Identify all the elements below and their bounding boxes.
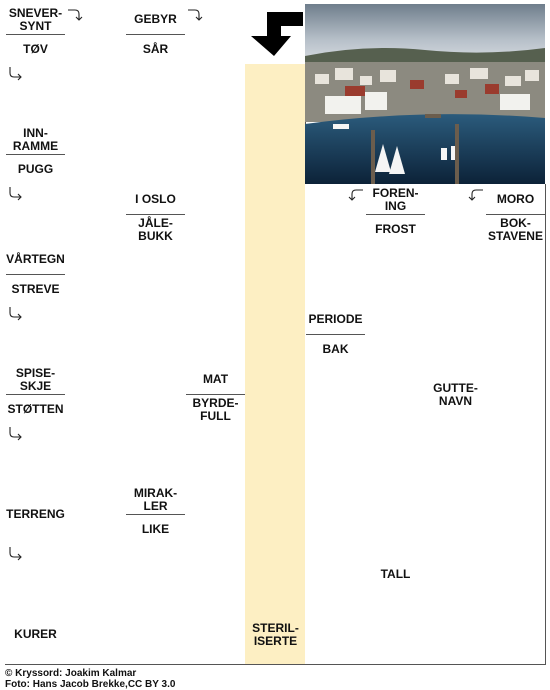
clue-text: FOREN- ING <box>372 185 419 213</box>
grid-cell[interactable] <box>125 124 186 185</box>
grid-cell[interactable] <box>185 64 246 125</box>
grid-cell[interactable] <box>185 304 246 365</box>
clue-text: SPISE- SKJE <box>15 365 56 393</box>
crossword-credit: © Kryssord: Joakim Kalmar <box>5 668 137 679</box>
grid-cell[interactable] <box>185 424 246 485</box>
down-right-arrow-icon <box>7 66 23 82</box>
grid-cell[interactable] <box>125 304 186 365</box>
grid-cell[interactable] <box>485 364 546 425</box>
grid-cell[interactable] <box>65 364 126 425</box>
down-right-arrow-icon <box>7 306 23 322</box>
grid-cell[interactable] <box>245 124 306 185</box>
grid-cell[interactable] <box>425 424 486 485</box>
grid-cell[interactable] <box>65 424 126 485</box>
grid-cell[interactable] <box>245 364 306 425</box>
grid-cell[interactable] <box>65 124 126 185</box>
grid-cell[interactable] <box>185 544 246 605</box>
clue-text: STERIL- ISERTE <box>252 620 299 648</box>
grid-cell[interactable] <box>485 484 546 545</box>
grid-cell[interactable] <box>485 604 546 665</box>
grid-cell[interactable] <box>485 304 546 365</box>
grid-cell[interactable] <box>365 304 426 365</box>
grid-cell[interactable] <box>125 64 186 125</box>
clue-text: GEBYR <box>134 12 177 26</box>
down-right-arrow-icon <box>7 426 23 442</box>
grid-cell[interactable] <box>425 544 486 605</box>
clue-text: BOK- STAVENE <box>486 214 545 244</box>
clue-text: TØV <box>6 34 65 64</box>
grid-cell[interactable] <box>245 484 306 545</box>
grid-cell[interactable] <box>185 604 246 665</box>
grid-cell[interactable] <box>485 544 546 605</box>
grid-cell[interactable] <box>185 484 246 545</box>
grid-cell[interactable] <box>125 544 186 605</box>
clue-text: STØTTEN <box>6 394 65 424</box>
grid-cell[interactable] <box>485 244 546 305</box>
grid-cell[interactable] <box>365 244 426 305</box>
grid-cell[interactable] <box>245 424 306 485</box>
grid-cell[interactable] <box>185 184 246 245</box>
grid-cell[interactable] <box>125 604 186 665</box>
grid-cell[interactable] <box>185 244 246 305</box>
clue-text: MORO <box>496 192 535 206</box>
clue-text: MAT <box>202 372 229 386</box>
clue-text: GUTTE- NAVN <box>433 380 478 408</box>
right-down-arrow-icon <box>187 6 203 22</box>
clue-text: LIKE <box>126 514 185 544</box>
grid-cell[interactable] <box>305 604 366 665</box>
grid-cell[interactable] <box>185 124 246 185</box>
left-down-arrow-icon <box>468 186 484 202</box>
grid-cell[interactable] <box>65 64 126 125</box>
clue-text: INN- RAMME <box>12 125 59 153</box>
grid-cell[interactable] <box>65 484 126 545</box>
clue-text: MIRAK- LER <box>133 485 178 513</box>
clue-text: SÅR <box>126 34 185 64</box>
grid-cell[interactable] <box>485 424 546 485</box>
clue-text: TERRENG <box>6 507 65 521</box>
left-down-arrow-icon <box>348 186 364 202</box>
down-right-arrow-icon <box>7 186 23 202</box>
grid-cell[interactable] <box>125 424 186 485</box>
grid-cell[interactable] <box>365 604 426 665</box>
right-down-arrow-icon <box>67 6 83 22</box>
grid-cell[interactable] <box>305 424 366 485</box>
clue-text: I OSLO <box>135 192 176 206</box>
grid-cell[interactable] <box>365 484 426 545</box>
clue-text: TALL <box>380 567 411 581</box>
clue-text: SNEVER- SYNT <box>8 5 63 33</box>
clue-text: VÅRTEGN <box>6 252 65 266</box>
big-down-left-arrow-icon <box>245 4 305 64</box>
grid-cell[interactable] <box>425 484 486 545</box>
grid-cell[interactable] <box>305 484 366 545</box>
grid-cell[interactable] <box>425 244 486 305</box>
grid-cell[interactable] <box>305 244 366 305</box>
grid-cell[interactable] <box>65 244 126 305</box>
grid-cell[interactable] <box>365 424 426 485</box>
grid-cell[interactable] <box>425 304 486 365</box>
grid-cell[interactable] <box>245 244 306 305</box>
grid-cell[interactable] <box>365 364 426 425</box>
clue-text: PUGG <box>6 154 65 184</box>
grid-cell[interactable] <box>245 304 306 365</box>
down-right-arrow-icon <box>7 546 23 562</box>
clue-text: BYRDE- FULL <box>186 394 245 424</box>
clue-text: JÅLE- BUKK <box>126 214 185 244</box>
grid-cell[interactable] <box>65 604 126 665</box>
grid-cell[interactable] <box>245 64 306 125</box>
grid-cell[interactable] <box>65 184 126 245</box>
grid-cell[interactable] <box>125 244 186 305</box>
clue-text: BAK <box>306 334 365 364</box>
grid-cell[interactable] <box>305 364 366 425</box>
grid-cell[interactable] <box>65 544 126 605</box>
grid-cell[interactable] <box>245 184 306 245</box>
grid-cell[interactable] <box>305 544 366 605</box>
grid-cell[interactable] <box>245 544 306 605</box>
clue-text: PERIODE <box>308 312 363 326</box>
grid-cell[interactable] <box>125 364 186 425</box>
clue-text: KURER <box>14 627 57 641</box>
photo-credit: Foto: Hans Jacob Brekke,CC BY 3.0 <box>5 679 176 690</box>
grid-cell[interactable] <box>65 304 126 365</box>
harbor-photo <box>305 4 545 184</box>
clue-text: STREVE <box>6 274 65 304</box>
grid-cell[interactable] <box>425 604 486 665</box>
clue-text: FROST <box>366 214 425 244</box>
